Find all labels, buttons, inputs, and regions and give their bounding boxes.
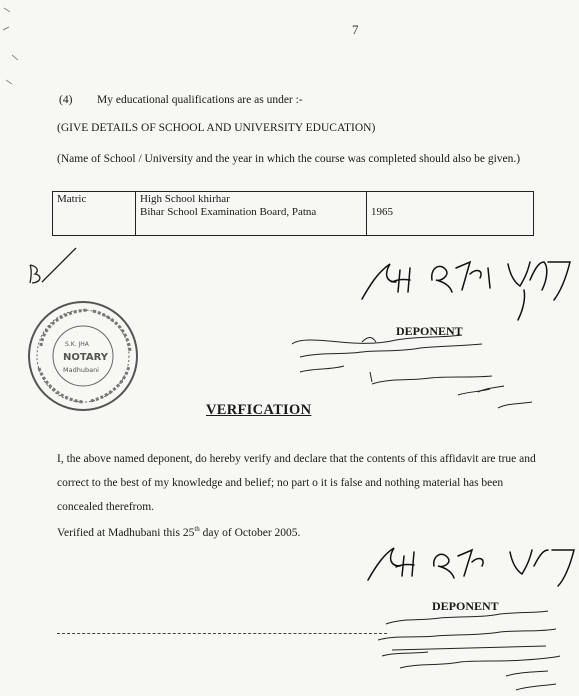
page-number: 7 <box>352 22 359 37</box>
course-cell: Matric <box>53 192 136 236</box>
day-suffix: th <box>194 525 200 533</box>
verification-title: VERFICATION <box>206 402 312 418</box>
board-name: Bihar School Examination Board, Patna <box>140 206 317 218</box>
notary-seal <box>29 302 137 410</box>
deponent-signature-top <box>362 262 570 320</box>
deponent-signature-bottom <box>368 548 574 586</box>
verified-date-rest: day of October 2005. <box>199 526 301 539</box>
initials-mark <box>30 248 76 283</box>
section-instruction: (GIVE DETAILS OF SCHOOL AND UNIVERSITY EDUCATION) <box>57 122 376 134</box>
seal-line-3: Madhubani <box>63 366 99 374</box>
seal-line-2: NOTARY <box>63 352 109 363</box>
deponent-label-top: DEPONENT <box>396 324 463 338</box>
section-heading: My educational qualifications are as under :- <box>97 94 303 106</box>
school-name: High School khirhar <box>140 193 230 205</box>
deponent-label-bottom: DEPONENT <box>432 599 499 613</box>
section-number: (4) <box>59 94 73 106</box>
scan-marks <box>3 8 18 84</box>
section-note: (Name of School / University and the year in which the course was completed should also be given.) <box>57 153 521 165</box>
verified-place: Verified at Madhubani this 25 <box>57 526 195 539</box>
identification-note-bottom <box>378 611 560 690</box>
verification-paragraph: I, the above named deponent, do hereby verify and declare that the contents of this affidavit are true and correct to the best of my knowledge and belief; no part o it is false and nothing material has been concealed therefrom. <box>57 453 536 513</box>
seal-line-1: S.K. JHA <box>65 341 89 348</box>
identification-note-top <box>292 335 532 408</box>
year-cell: 1965 <box>367 192 534 236</box>
